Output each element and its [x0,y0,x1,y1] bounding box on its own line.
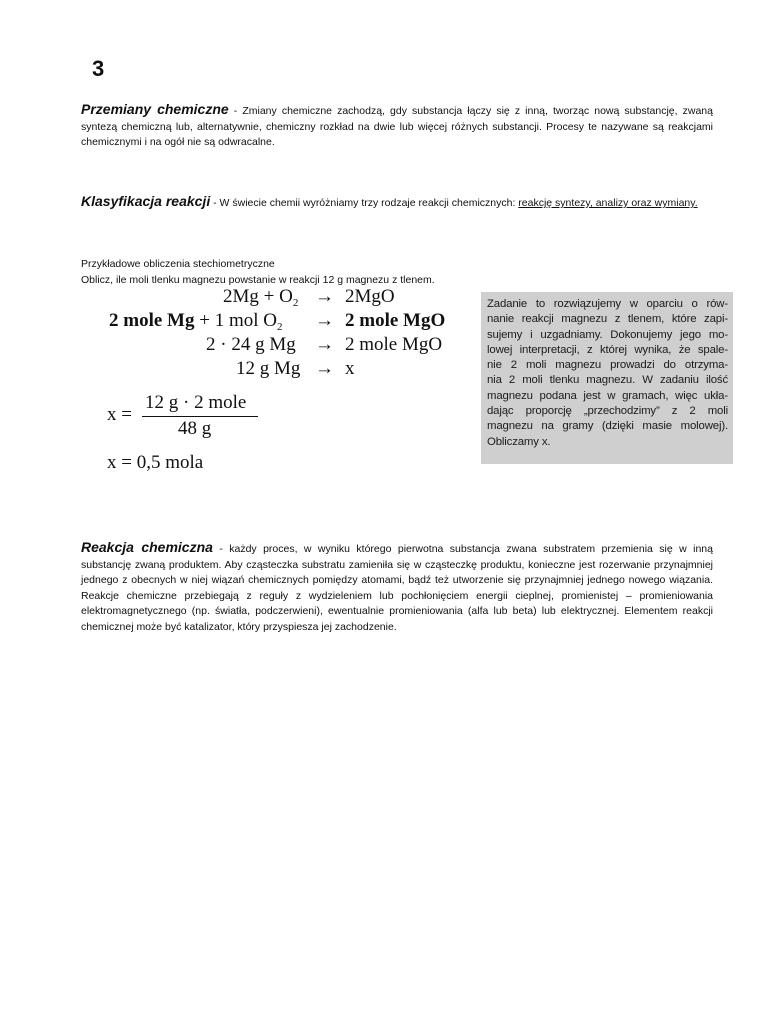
eq3-right: 2 mole MgO [345,334,443,355]
eq1-arrow: → [315,286,334,307]
eq1-right: 2MgO [345,286,395,307]
note-line: magnezu podana jest w gramach, więc ukła- [487,389,728,402]
note-line: nanie reakcji magnezu z tlenem, które zapi- [487,313,728,326]
chemical-changes-text: - Zmiany chemiczne zachodzą, gdy substancja łączy się z inną, tworząc nową substancję, zwaną syntezą chemiczną lub, alternatywnie, chemiczny rozkład na dwie lub więcej różnych substancji. Procesy te nazywane są reakcjami chemicznymi i na ogół nie są odwracalne. [81,105,713,148]
result-text: x = 0,5 mola [107,452,204,473]
x-equals: x = [107,404,132,425]
eq4-left: 12 g Mg [236,358,301,379]
example-task: Oblicz, ile moli tlenku magnezu powstanie w reakcji 12 g magnezu z tlenem. [81,274,435,286]
note-line: sujemy i uzgadniamy. Dokonujemy jego mo- [487,328,728,341]
page-number: 3 [92,56,105,81]
eq1-left: $2Mg + O_2$ [223,286,299,309]
note-line: lowej interpretacji, z której wynika, że spale- [487,343,728,356]
term-chemical-reaction: Reakcja chemiczna [81,539,213,555]
note-line: Obliczamy x. [487,435,551,448]
explanation-note-box [481,292,733,464]
eq2-left: 2 mole Mg + 1 mol $O_2$ [109,310,283,333]
paragraph-chemical-changes [81,102,713,151]
chemical-reaction-text: - każdy proces, w wyniku którego pierwotna substancja zwana substratem przemienia się w inną substancję zwaną produktem. Aby cząsteczka substratu zamieniła się w cząsteczkę produktu, konieczne jest rozerwanie przynajmniej jednego z obecnych w niej wiązań chemicznych pomiędzy atomami, bądź też utworzenie się przynajmniej jednego nowego wiązania. Reakcje chemiczne przebiegają z reguły z wydzieleniem lub pochłonięciem energii cieplnej, promienistej – promieniowania elektromagnetycznego (np. światła, podczerwieni), ewentualnie promieniowania (alfa lub beta) lub elektrycznej. Elementem reakcji chemicznej może być katalizator, który przyspiesza jej zachodzenie. [81,543,713,633]
eq2-right: 2 mole MgO [345,310,446,331]
eq4-right: x [345,358,355,379]
paragraph-reaction-classification [81,194,713,212]
eq3-left: 2 · 24 g Mg [206,334,296,355]
reaction-types-underlined: reakcję syntezy, analizy oraz wymiany. [518,197,698,209]
eq3-arrow: → [315,334,334,355]
term-reaction-classification: Klasyfikacja reakcji [81,193,211,209]
fraction-denominator: 48 g [178,418,212,439]
paragraph-chemical-reaction [81,540,713,635]
note-line: magnezu na gramy (dzięki masie molowej). [487,420,728,433]
eq4-arrow: → [315,358,334,379]
example-heading: Przykładowe obliczenia stechiometryczne [81,258,275,270]
term-chemical-changes: Przemiany chemiczne [81,101,229,117]
fraction-bar [142,416,258,417]
note-line: nia 2 moli tlenku magnezu. W zadaniu ilość [487,374,728,387]
note-line: Zadanie to rozwiązujemy w oparciu o rów- [487,298,728,310]
note-line: nie 2 moli magnezu prowadzi do otrzyma- [487,359,728,372]
fraction-numerator: 12 g · 2 mole [145,392,247,413]
reaction-classification-text: - W świecie chemii wyróżniamy trzy rodzaje reakcji chemicznych: [210,197,519,209]
eq2-arrow: → [315,310,334,331]
note-line: dając proporcję „przechodzimy” z 2 moli [487,405,728,418]
